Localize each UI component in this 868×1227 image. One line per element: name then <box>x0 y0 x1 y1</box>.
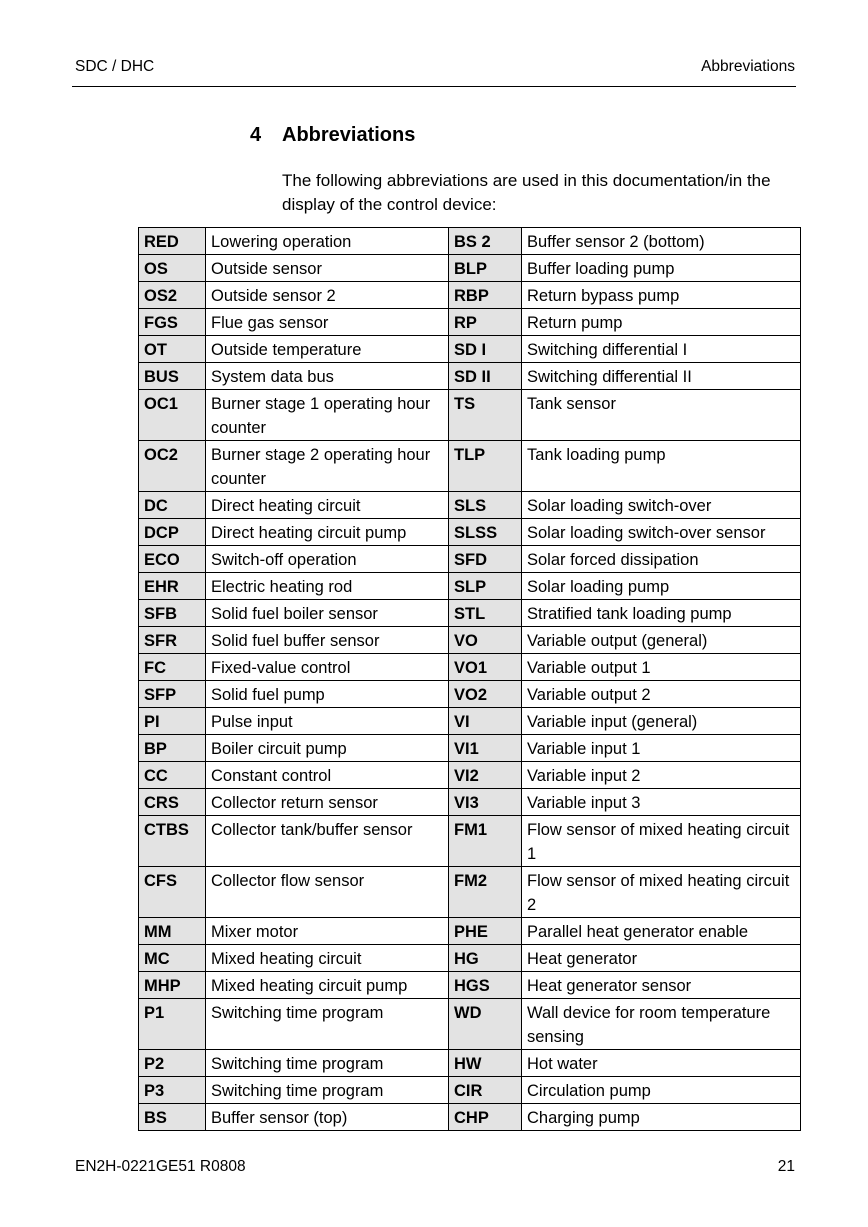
abbreviation-cell: VO2 <box>449 681 522 708</box>
abbreviation-cell: RED <box>139 228 206 255</box>
abbreviation-cell: WD <box>449 999 522 1050</box>
description-cell: Variable input 2 <box>522 762 801 789</box>
header-document-code: SDC / DHC <box>75 58 155 75</box>
description-cell: Switching time program <box>206 1050 449 1077</box>
table-row <box>139 945 801 972</box>
description-cell: Fixed-value control <box>206 654 449 681</box>
abbreviation-cell: SFD <box>449 546 522 573</box>
abbreviation-cell: CRS <box>139 789 206 816</box>
abbreviation-cell: VO <box>449 627 522 654</box>
description-cell: Charging pump <box>522 1104 801 1131</box>
abbreviation-cell: BS 2 <box>449 228 522 255</box>
description-cell: Buffer sensor (top) <box>206 1104 449 1131</box>
abbreviation-cell: FM1 <box>449 816 522 867</box>
abbreviation-cell: PHE <box>449 918 522 945</box>
description-cell: Direct heating circuit <box>206 492 449 519</box>
description-cell: Hot water <box>522 1050 801 1077</box>
abbreviation-cell: BP <box>139 735 206 762</box>
abbreviation-cell: FC <box>139 654 206 681</box>
description-cell: Wall device for room temperature sensing <box>522 999 801 1050</box>
description-cell: Solar forced dissipation <box>522 546 801 573</box>
abbreviation-cell: STL <box>449 600 522 627</box>
table-row <box>139 228 801 255</box>
abbreviation-cell: OS2 <box>139 282 206 309</box>
description-cell: Variable output (general) <box>522 627 801 654</box>
abbreviation-cell: PI <box>139 708 206 735</box>
description-cell: Variable input 3 <box>522 789 801 816</box>
abbreviation-cell: OC1 <box>139 390 206 441</box>
abbreviation-cell: DCP <box>139 519 206 546</box>
table-row <box>139 867 801 918</box>
table-row <box>139 600 801 627</box>
description-cell: System data bus <box>206 363 449 390</box>
abbreviation-cell: FGS <box>139 309 206 336</box>
table-row <box>139 708 801 735</box>
description-cell: Burner stage 1 operating hour counter <box>206 390 449 441</box>
description-cell: Mixed heating circuit pump <box>206 972 449 999</box>
description-cell: Stratified tank loading pump <box>522 600 801 627</box>
section-number: 4 <box>250 124 262 146</box>
abbreviation-cell: SD I <box>449 336 522 363</box>
description-cell: Flow sensor of mixed heating circuit 2 <box>522 867 801 918</box>
description-cell: Variable input 1 <box>522 735 801 762</box>
description-cell: Solid fuel pump <box>206 681 449 708</box>
abbreviation-cell: P2 <box>139 1050 206 1077</box>
table-row <box>139 627 801 654</box>
table-row <box>139 735 801 762</box>
table-row <box>139 816 801 867</box>
footer-document-id: EN2H-0221GE51 R0808 <box>75 1158 246 1175</box>
description-cell: Mixer motor <box>206 918 449 945</box>
description-cell: Outside sensor 2 <box>206 282 449 309</box>
abbreviation-cell: CTBS <box>139 816 206 867</box>
abbreviation-cell: VI1 <box>449 735 522 762</box>
abbreviations-table-body <box>139 228 801 1131</box>
abbreviation-cell: OT <box>139 336 206 363</box>
description-cell: Return pump <box>522 309 801 336</box>
description-cell: Solar loading switch-over sensor <box>522 519 801 546</box>
abbreviation-cell: VI <box>449 708 522 735</box>
abbreviation-cell: VI2 <box>449 762 522 789</box>
table-row <box>139 390 801 441</box>
abbreviation-cell: TLP <box>449 441 522 492</box>
table-row <box>139 573 801 600</box>
description-cell: Variable input (general) <box>522 708 801 735</box>
intro-paragraph: The following abbreviations are used in this documentation/in the display of the control device: <box>282 171 771 214</box>
description-cell: Switching differential I <box>522 336 801 363</box>
section-heading <box>250 124 415 147</box>
description-cell: Solid fuel boiler sensor <box>206 600 449 627</box>
abbreviation-cell: CFS <box>139 867 206 918</box>
abbreviation-cell: VI3 <box>449 789 522 816</box>
abbreviation-cell: CHP <box>449 1104 522 1131</box>
description-cell: Tank loading pump <box>522 441 801 492</box>
description-cell: Switching differential II <box>522 363 801 390</box>
header-section-name: Abbreviations <box>701 58 795 75</box>
table-row <box>139 1050 801 1077</box>
table-row <box>139 492 801 519</box>
abbreviation-cell: FM2 <box>449 867 522 918</box>
abbreviation-cell: SLSS <box>449 519 522 546</box>
description-cell: Heat generator sensor <box>522 972 801 999</box>
abbreviation-cell: HG <box>449 945 522 972</box>
description-cell: Solar loading switch-over <box>522 492 801 519</box>
description-cell: Collector flow sensor <box>206 867 449 918</box>
abbreviation-cell: OC2 <box>139 441 206 492</box>
abbreviation-cell: ECO <box>139 546 206 573</box>
abbreviation-cell: BS <box>139 1104 206 1131</box>
description-cell: Boiler circuit pump <box>206 735 449 762</box>
header-divider <box>72 86 796 87</box>
description-cell: Electric heating rod <box>206 573 449 600</box>
description-cell: Switching time program <box>206 999 449 1050</box>
description-cell: Heat generator <box>522 945 801 972</box>
description-cell: Variable output 1 <box>522 654 801 681</box>
abbreviation-cell: RP <box>449 309 522 336</box>
abbreviation-cell: P1 <box>139 999 206 1050</box>
abbreviation-cell: SD II <box>449 363 522 390</box>
table-row <box>139 1077 801 1104</box>
description-cell: Outside sensor <box>206 255 449 282</box>
description-cell: Circulation pump <box>522 1077 801 1104</box>
abbreviation-cell: SLP <box>449 573 522 600</box>
table-row <box>139 681 801 708</box>
abbreviation-cell: TS <box>449 390 522 441</box>
description-cell: Solid fuel buffer sensor <box>206 627 449 654</box>
description-cell: Lowering operation <box>206 228 449 255</box>
description-cell: Solar loading pump <box>522 573 801 600</box>
table-row <box>139 309 801 336</box>
abbreviation-cell: CC <box>139 762 206 789</box>
description-cell: Collector tank/buffer sensor <box>206 816 449 867</box>
abbreviation-cell: EHR <box>139 573 206 600</box>
description-cell: Pulse input <box>206 708 449 735</box>
table-row <box>139 282 801 309</box>
abbreviation-cell: MM <box>139 918 206 945</box>
description-cell: Flue gas sensor <box>206 309 449 336</box>
description-cell: Buffer sensor 2 (bottom) <box>522 228 801 255</box>
table-row <box>139 999 801 1050</box>
table-row <box>139 654 801 681</box>
abbreviation-cell: OS <box>139 255 206 282</box>
description-cell: Variable output 2 <box>522 681 801 708</box>
table-row <box>139 336 801 363</box>
abbreviations-table <box>138 227 801 1131</box>
table-row <box>139 441 801 492</box>
abbreviation-cell: RBP <box>449 282 522 309</box>
abbreviation-cell: BUS <box>139 363 206 390</box>
table-row <box>139 762 801 789</box>
abbreviation-cell: MHP <box>139 972 206 999</box>
abbreviation-cell: SLS <box>449 492 522 519</box>
abbreviation-cell: SFB <box>139 600 206 627</box>
abbreviation-cell: SFR <box>139 627 206 654</box>
table-row <box>139 918 801 945</box>
description-cell: Parallel heat generator enable <box>522 918 801 945</box>
description-cell: Constant control <box>206 762 449 789</box>
description-cell: Outside temperature <box>206 336 449 363</box>
table-row <box>139 363 801 390</box>
abbreviation-cell: BLP <box>449 255 522 282</box>
description-cell: Switch-off operation <box>206 546 449 573</box>
abbreviation-cell: VO1 <box>449 654 522 681</box>
description-cell: Collector return sensor <box>206 789 449 816</box>
description-cell: Direct heating circuit pump <box>206 519 449 546</box>
description-cell: Buffer loading pump <box>522 255 801 282</box>
description-cell: Switching time program <box>206 1077 449 1104</box>
description-cell: Return bypass pump <box>522 282 801 309</box>
abbreviation-cell: P3 <box>139 1077 206 1104</box>
description-cell: Flow sensor of mixed heating circuit 1 <box>522 816 801 867</box>
page-number: 21 <box>777 1158 795 1175</box>
description-cell: Mixed heating circuit <box>206 945 449 972</box>
section-title: Abbreviations <box>282 124 416 146</box>
table-row <box>139 972 801 999</box>
table-row <box>139 789 801 816</box>
abbreviation-cell: HGS <box>449 972 522 999</box>
description-cell: Burner stage 2 operating hour counter <box>206 441 449 492</box>
abbreviation-cell: CIR <box>449 1077 522 1104</box>
abbreviation-cell: DC <box>139 492 206 519</box>
table-row <box>139 519 801 546</box>
abbreviation-cell: MC <box>139 945 206 972</box>
table-row <box>139 1104 801 1131</box>
abbreviation-cell: SFP <box>139 681 206 708</box>
description-cell: Tank sensor <box>522 390 801 441</box>
table-row <box>139 546 801 573</box>
abbreviation-cell: HW <box>449 1050 522 1077</box>
table-row <box>139 255 801 282</box>
